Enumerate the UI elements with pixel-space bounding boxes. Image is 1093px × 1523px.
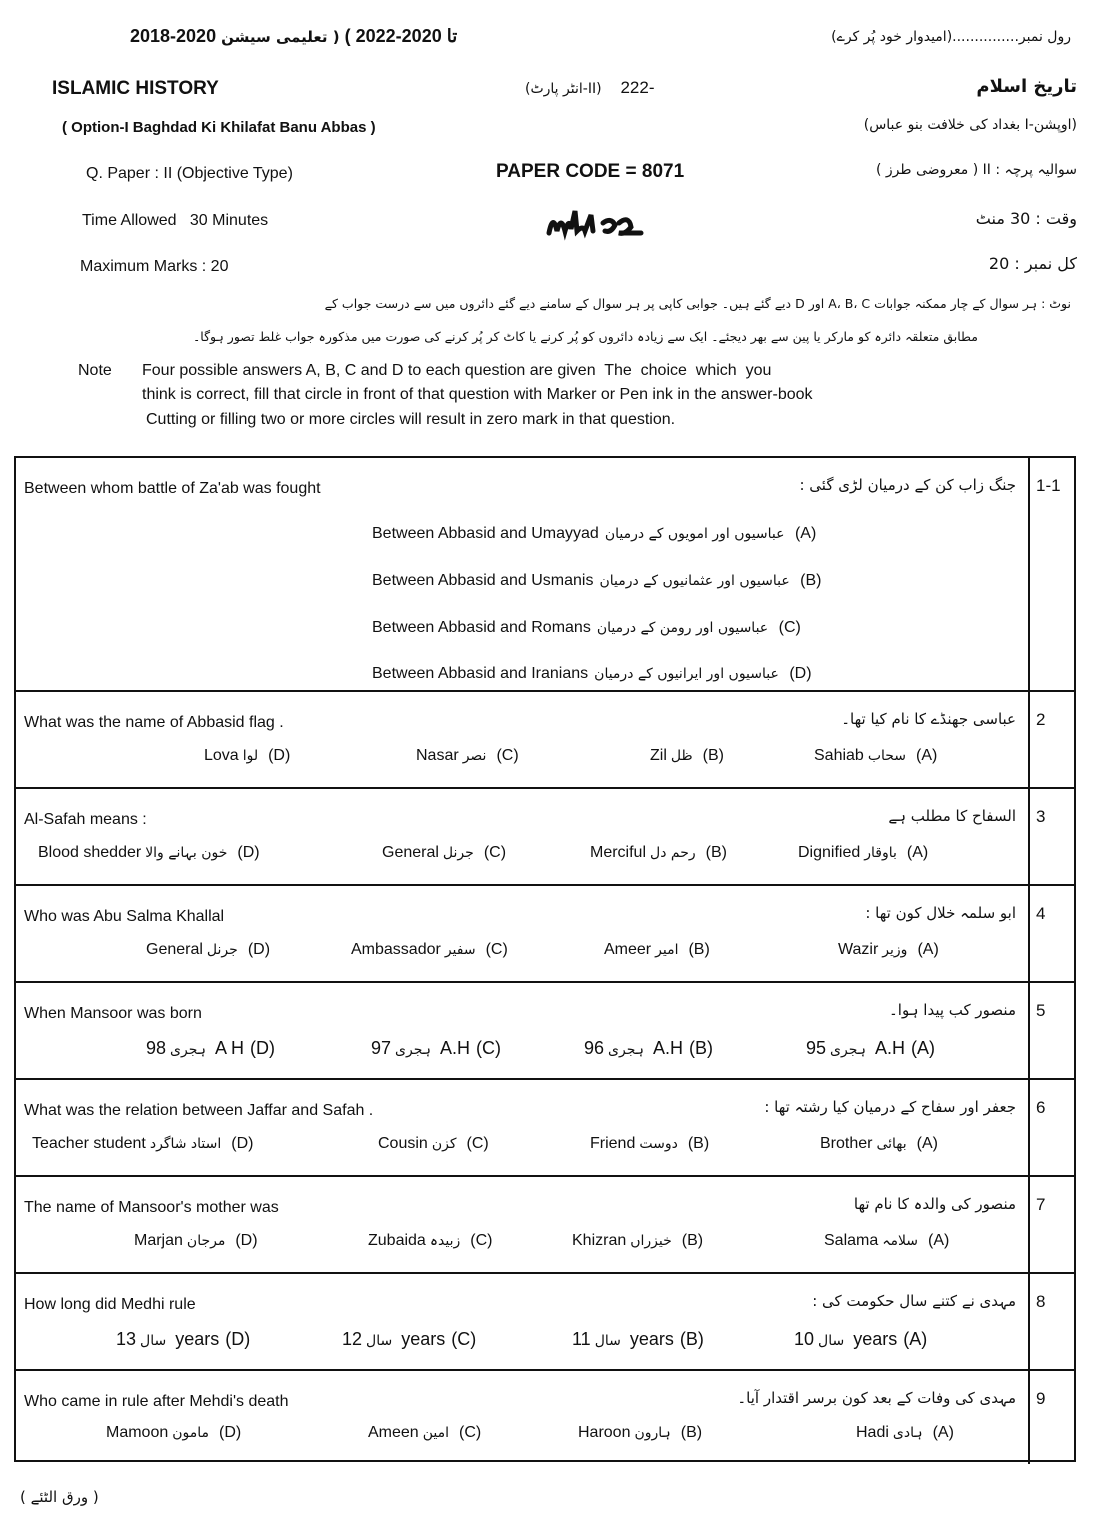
option-a[interactable]: Between Abbasid and Umayyad عباسیوں اور امویوں کے درمیان (A) <box>372 525 817 542</box>
option-d[interactable]: Mamoon مامون (D) <box>106 1424 242 1441</box>
subject-urdu: تاریخ اسلام <box>976 76 1077 97</box>
question-row <box>16 458 1074 692</box>
paper-code: PAPER CODE = 8071 <box>496 161 685 182</box>
question-number: 7 <box>1028 1177 1074 1272</box>
question-number: 5 <box>1028 983 1074 1078</box>
question-english: What was the name of Abbasid flag . <box>24 714 284 731</box>
question-english: Between whom battle of Za'ab was fought <box>24 480 321 497</box>
question-row <box>16 692 1074 789</box>
maximum-marks-urdu: کل نمبر : 20 <box>988 254 1077 273</box>
question-row <box>16 1371 1074 1464</box>
question-english: Who was Abu Salma Khallal <box>24 908 225 925</box>
question-english: Al-Safah means : <box>24 811 147 828</box>
options-row <box>16 1329 1028 1357</box>
question-number: 1-1 <box>1028 458 1074 690</box>
question-row <box>16 983 1074 1080</box>
option-b[interactable]: Khizran خیزراں (B) <box>572 1232 704 1249</box>
option-d[interactable]: Blood shedder خون بہانے والا (D) <box>38 844 260 861</box>
option-d[interactable]: Marjan مرجان (D) <box>134 1232 258 1249</box>
options-row <box>16 1424 1028 1452</box>
option-d[interactable]: Between Abbasid and Iranians عباسیوں اور ایرانیوں کے درمیان (D) <box>372 665 812 682</box>
question-number: 6 <box>1028 1080 1074 1175</box>
question-number: 3 <box>1028 789 1074 884</box>
question-row <box>16 1177 1074 1274</box>
question-number: 2 <box>1028 692 1074 787</box>
option-c[interactable]: General جرنل (C) <box>382 844 507 861</box>
options-row <box>16 844 1028 872</box>
option-a[interactable]: Salama سلامہ (A) <box>824 1232 950 1249</box>
option-c[interactable]: Ambassador سفیر (C) <box>351 941 508 958</box>
option-d[interactable]: General جرنل (D) <box>146 941 271 958</box>
question-urdu: جنگ زاب کن کے درمیان لڑی گئی : <box>799 476 1016 494</box>
question-urdu: جعفر اور سفاح کے درمیان کیا رشتہ تھا : <box>764 1098 1016 1116</box>
question-urdu: ابو سلمہ خلال کون تھا : <box>865 904 1016 922</box>
option-c[interactable]: سال12 years (C) <box>342 1329 477 1349</box>
handwritten-signature <box>545 205 655 248</box>
question-english: When Mansoor was born <box>24 1005 202 1022</box>
option-b[interactable]: سال11 years (B) <box>572 1329 704 1349</box>
subject-english: ISLAMIC HISTORY <box>52 78 219 99</box>
option-b[interactable]: Merciful رحم دل (B) <box>590 844 727 861</box>
option-b[interactable]: Friend دوست (B) <box>590 1135 710 1152</box>
time-allowed-urdu: وقت : 30 منٹ <box>975 209 1077 228</box>
question-english: Who came in rule after Mehdi's death <box>24 1393 289 1410</box>
option-c[interactable]: Cousin کزن (C) <box>378 1135 489 1152</box>
option-d[interactable]: Lova لوا (D) <box>204 747 291 764</box>
subject-code: (انٹر پارٹ-II) 222- <box>525 78 655 97</box>
option-b[interactable]: Zil ظل (B) <box>650 747 724 764</box>
option-a[interactable]: Dignified باوقار (A) <box>798 844 929 861</box>
maximum-marks-english: Maximum Marks : 20 <box>80 258 229 275</box>
question-urdu: عباسی جھنڈے کا نام کیا تھا۔ <box>841 710 1016 728</box>
note-urdu-line-1: نوٹ : ہر سوال کے چار ممکنہ جوابات A، B، C اور D دیے گئے ہیں۔ جوابی کاپی پر ہر سوال کے سامنے دیے گئے دائروں میں سے درست جواب کے <box>324 296 1071 311</box>
option-urdu: (اوپشن-I بغداد کی خلافت بنو عباس) <box>863 117 1077 133</box>
question-english: What was the relation between Jaffar and Safah . <box>24 1102 374 1119</box>
question-row <box>16 789 1074 886</box>
note-english-line-2: think is correct, fill that circle in front of that question with Marker or Pen ink in the answer-book <box>142 386 813 403</box>
session-years: 2018-2020 تا 2020-2022 ) ( تعلیمی سیشن <box>130 26 458 46</box>
option-a[interactable]: ہجری95 A.H (A) <box>806 1038 935 1058</box>
question-row <box>16 1080 1074 1177</box>
option-b[interactable]: Haroon ہارون (B) <box>578 1424 703 1441</box>
option-a[interactable]: سال10 years (A) <box>794 1329 928 1349</box>
option-a[interactable]: Wazir وزیر (A) <box>838 941 939 958</box>
option-a[interactable]: Brother بھائی (A) <box>820 1135 938 1152</box>
option-d[interactable]: Teacher student استاد شاگرد (D) <box>32 1135 254 1152</box>
option-a[interactable]: Hadi ہادی (A) <box>856 1424 954 1441</box>
question-urdu: السفاح کا مطلب ہے <box>888 807 1016 825</box>
question-english: The name of Mansoor's mother was <box>24 1199 279 1216</box>
q-paper-english: Q. Paper : II (Objective Type) <box>86 165 293 182</box>
note-english-line-1: Four possible answers A, B, C and D to each question are given The choice which you <box>142 362 772 379</box>
option-c[interactable]: Between Abbasid and Romans عباسیوں اور رومن کے درمیان (C) <box>372 619 801 636</box>
options-row <box>16 747 1028 775</box>
option-b[interactable]: Ameer امیر (B) <box>604 941 710 958</box>
option-c[interactable]: Ameen امین (C) <box>368 1424 482 1441</box>
signature-mark <box>545 205 655 243</box>
option-d[interactable]: ہجری98 A H (D) <box>146 1038 275 1058</box>
options-row <box>16 941 1028 969</box>
question-number: 8 <box>1028 1274 1074 1369</box>
turn-over-note: ( ورق الٹئے ) <box>20 1488 99 1506</box>
roll-number-label: رول نمبر...............(امیدوار خود پُر کرے) <box>831 29 1071 45</box>
question-number: 9 <box>1028 1371 1074 1464</box>
roll-number-line <box>831 26 1071 46</box>
question-english: How long did Medhi rule <box>24 1296 196 1313</box>
option-b[interactable]: ہجری96 A.H (B) <box>584 1038 713 1058</box>
option-c[interactable]: ہجری97 A.H (C) <box>371 1038 501 1058</box>
question-urdu: مہدی نے کتنے سال حکومت کی : <box>812 1292 1016 1310</box>
note-urdu-line-2: مطابق متعلقہ دائرہ کو مارکر یا پین سے بھر دیجئے۔ ایک سے زیادہ دائروں کو پُر کرنے یا کاٹ کر پُر کرنے کی صورت میں مذکورہ جواب غلط تصور ہوگا۔ <box>192 329 978 344</box>
question-number: 4 <box>1028 886 1074 981</box>
options-row <box>16 1232 1028 1260</box>
questions-table <box>14 456 1076 1462</box>
question-row <box>16 1274 1074 1371</box>
q-paper-urdu: سوالیہ پرچہ : II ( معروضی طرز ) <box>875 162 1077 178</box>
option-english: ( Option-I Baghdad Ki Khilafat Banu Abbas ) <box>62 119 376 136</box>
options-row <box>16 1038 1028 1066</box>
note-english-line-3: Cutting or filling two or more circles will result in zero mark in that question. <box>146 411 676 428</box>
options-row <box>16 1135 1028 1163</box>
question-urdu: منصور کب پیدا ہوا۔ <box>889 1001 1016 1019</box>
option-b[interactable]: Between Abbasid and Usmanis عباسیوں اور عثمانیوں کے درمیان (B) <box>372 572 822 589</box>
option-c[interactable]: Nasar نصر (C) <box>416 747 519 764</box>
question-urdu: منصور کی والدہ کا نام تھا <box>853 1195 1016 1213</box>
option-d[interactable]: سال13 years (D) <box>116 1329 251 1349</box>
time-allowed-english: Time Allowed 30 Minutes <box>82 212 269 229</box>
option-c[interactable]: Zubaida زبیدہ (C) <box>368 1232 493 1249</box>
note-label: Note <box>78 362 112 379</box>
option-a[interactable]: Sahiab سحاب (A) <box>814 747 938 764</box>
question-urdu: مہدی کی وفات کے بعد کون برسر اقتدار آیا۔ <box>737 1389 1016 1407</box>
question-row <box>16 886 1074 983</box>
